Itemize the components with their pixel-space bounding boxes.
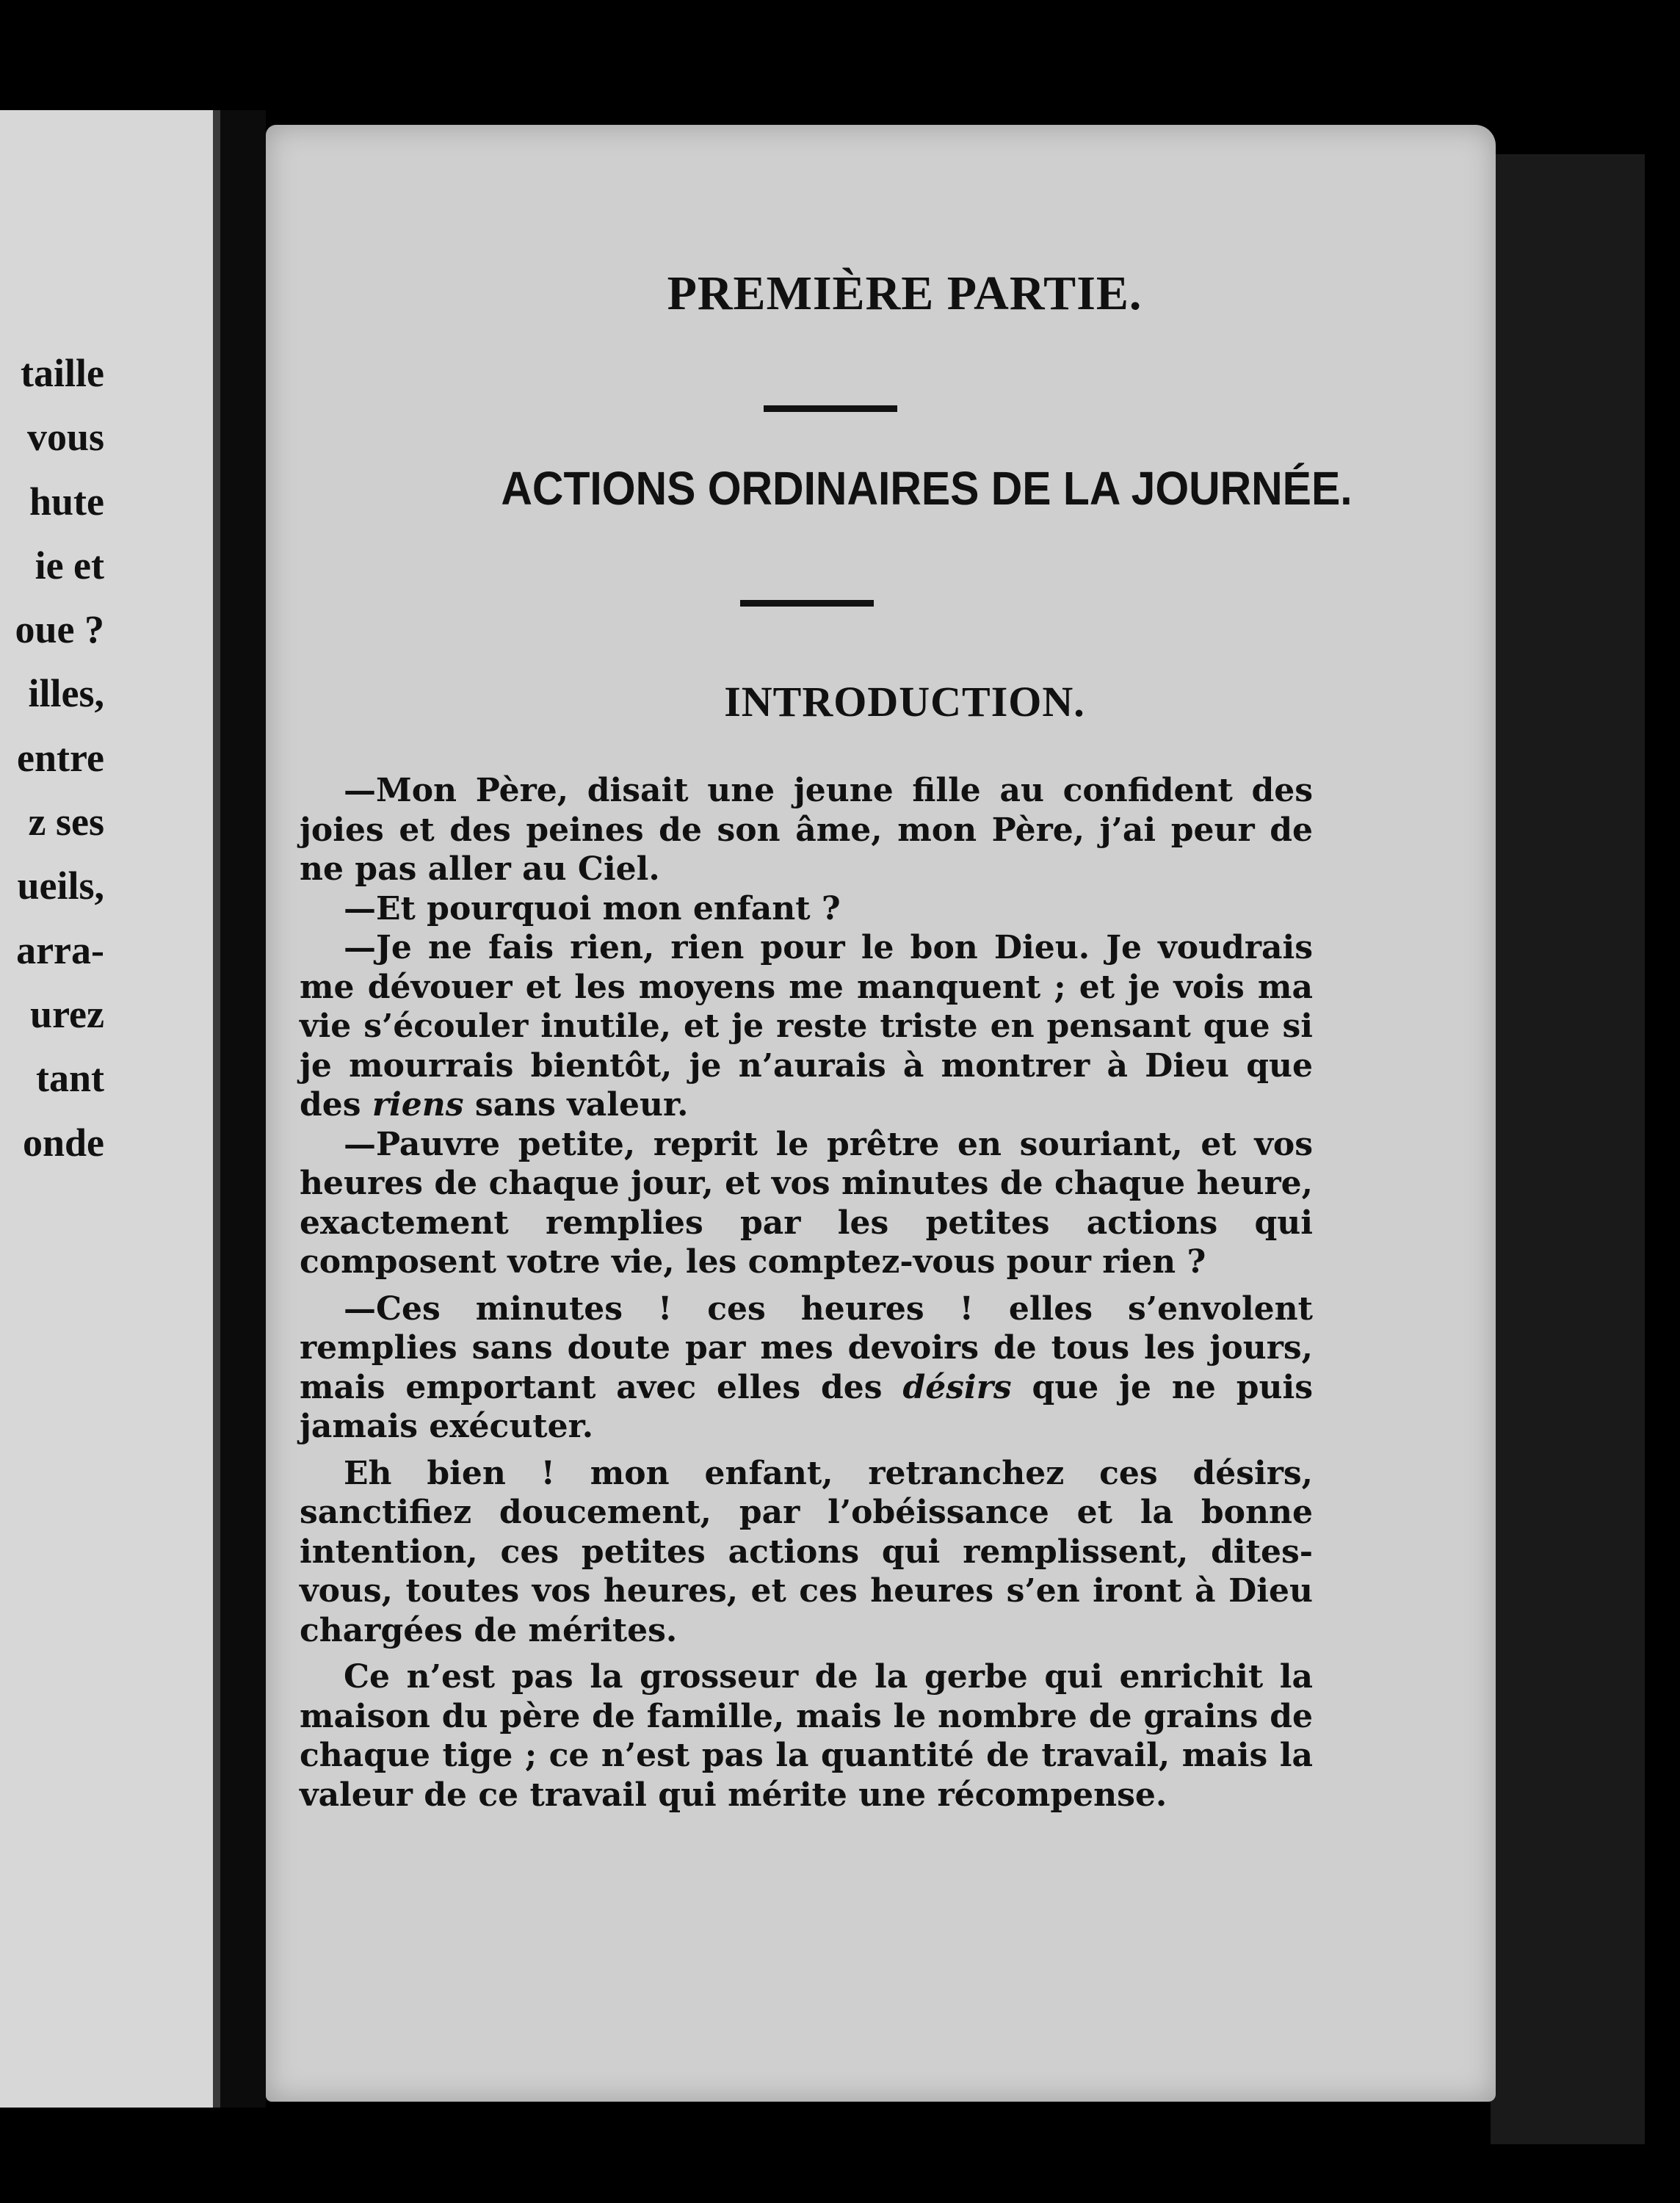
right-page <box>266 125 1496 2102</box>
italic-word: riens <box>372 1086 464 1124</box>
left-fragment-line: ueils, <box>17 864 104 908</box>
divider-rule <box>764 405 897 412</box>
left-fragment-line: z ses <box>28 800 104 844</box>
left-fragment-line: tant <box>36 1056 104 1101</box>
left-fragment-line: onde <box>22 1120 104 1165</box>
italic-word: désirs <box>902 1368 1012 1406</box>
left-fragment-line: taille <box>21 351 104 395</box>
book-spine <box>220 110 266 2108</box>
paragraph: Eh bien ! mon enfant, retranchez ces désirs, sanctifiez doucement, par l’obéissance et la bonne intention, ces petites actions qui remplissent, dites-vous, toutes vos heures, et ces heures s’en iront à Dieu chargées de mérites. <box>300 1454 1313 1649</box>
paragraph: —Et pourquoi mon enfant ? <box>344 889 841 927</box>
left-fragment-line: vous <box>26 415 104 460</box>
left-fragment-line: hute <box>29 479 104 524</box>
section-title: ACTIONS ORDINAIRES DE LA JOURNÉE. <box>501 462 1353 515</box>
left-fragment-line: urez <box>30 991 104 1036</box>
paragraph: —Pauvre petite, reprit le prêtre en souriant, et vos heures de chaque jour, et vos minutes de chaque heure, exactement remplies par les petites actions qui composent votre vie, les comptez-vous pour rien ? <box>300 1125 1313 1281</box>
paragraph: —Ces minutes ! ces heures ! elles s’envolent remplies sans doute par mes devoirs de tous les jours, mais emportant avec elles des désirs que je ne puis jamais exécuter. <box>300 1289 1313 1445</box>
paragraph: Ce n’est pas la grosseur de la gerbe qui enrichit la maison du père de famille, mais le nombre de grains de chaque tige ; ce n’est pas la quantité de travail, mais la valeur de ce travail qui mérite une récompense. <box>300 1658 1313 1814</box>
paragraph: —Je ne fais rien, rien pour le bon Dieu. Je voudrais me dévouer et les moyens me manquent ; et je vois ma vie s’écouler inutile, et je reste triste en pensant que si je mourrais bientôt, je n’aurais à montrer à Dieu que des riens sans valeur. <box>300 929 1313 1124</box>
left-fragment-line: entre <box>17 735 104 780</box>
left-fragment-line: illes, <box>28 671 104 716</box>
divider-rule <box>740 600 874 607</box>
page-edge-shadow <box>1491 154 1645 2144</box>
introduction-heading: INTRODUCTION. <box>724 678 1085 726</box>
left-page-text <box>15 341 105 1175</box>
left-page <box>0 110 220 2108</box>
left-fragment-line: arra- <box>16 927 104 972</box>
paragraph: —Mon Père, disait une jeune fille au confident des joies et des peines de son âme, mon Père, j’ai peur de ne pas aller au Ciel. <box>300 772 1313 888</box>
left-fragment-line: oue ? <box>15 607 104 652</box>
body-text <box>300 771 1313 1815</box>
left-fragment-line: ie et <box>35 543 104 587</box>
part-title: PREMIÈRE PARTIE. <box>667 267 1143 320</box>
